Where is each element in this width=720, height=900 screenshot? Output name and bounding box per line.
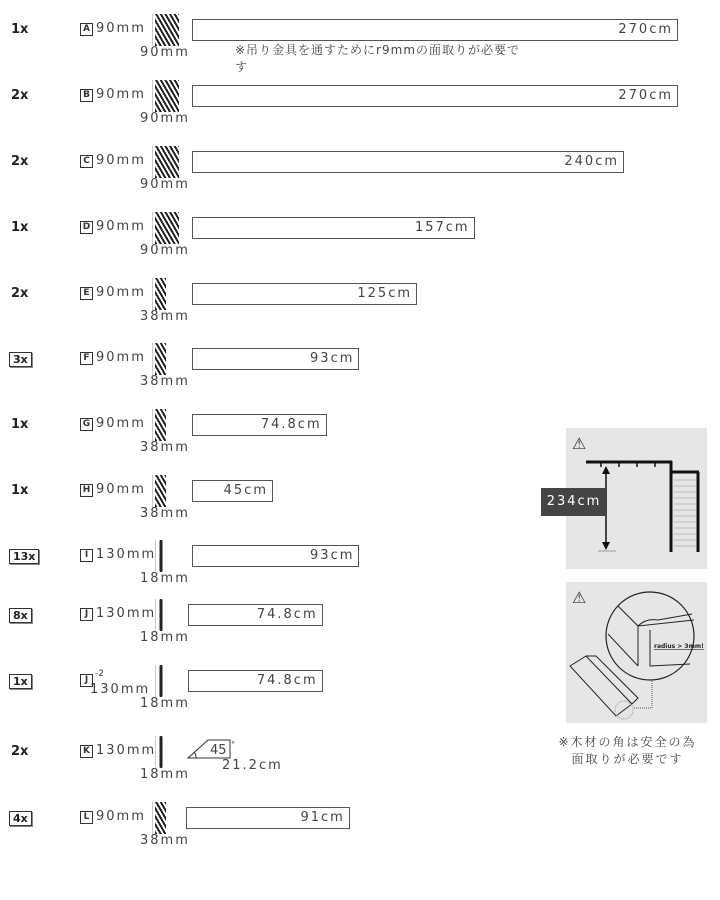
board-length: 21.2cm [222,758,283,773]
board-thickness: 90mm [140,111,190,126]
cut-list-row [0,606,530,675]
wood-grain-icon [152,475,166,507]
cut-list-row [0,416,530,485]
board-length: 270cm [618,22,673,37]
cut-list-row [0,669,530,741]
quantity-label: 2x [11,88,29,103]
board-thickness: 90mm [140,177,190,192]
quantity-label: 4x [9,811,32,826]
part-letter-badge: G [80,418,93,431]
board-width: 90mm [96,153,146,168]
board-length: 93cm [310,548,355,563]
part-letter-badge: F [80,352,93,365]
wood-grain-icon [152,14,179,46]
board-thickness: 38mm [140,309,190,324]
cut-list-row [0,285,530,354]
cut-list-row [0,809,530,878]
board-length-bar [186,807,350,829]
chamfer-caption [540,734,715,768]
svg-text:45: 45 [210,743,227,758]
cut-list-row [0,21,673,90]
rounded-corner-illustration [566,582,707,723]
board-thickness: 90mm [140,45,190,60]
cut-list-row [0,87,673,156]
board-thickness: 18mm [140,696,190,711]
board-width: 90mm [96,21,146,36]
cut-list-row [0,740,530,812]
board-thickness: 38mm [140,374,190,389]
board-length-bar [192,348,359,370]
board-length: 45cm [223,483,268,498]
board-length-bar [192,545,359,567]
board-width: 90mm [96,482,146,497]
board-width: 90mm [96,416,146,431]
board-thickness: 38mm [140,440,190,455]
quantity-label: 13x [9,549,39,564]
part-letter-badge: J [80,608,93,621]
board-length-bar [192,19,678,41]
quantity-label: 1x [11,417,29,432]
board-length: 74.8cm [256,607,318,622]
quantity-label: 8x [9,608,32,623]
board-length-bar [188,670,323,692]
board-length-bar [192,283,417,305]
wood-grain-icon [155,540,164,572]
board-width: 130mm [90,682,151,697]
caption-line: 面取りが必要です [571,752,684,766]
wood-grain-icon [152,80,179,112]
quantity-label: 2x [11,154,29,169]
part-letter-badge: E [80,287,93,300]
board-width: 90mm [96,285,146,300]
caption-line: ※木材の角は安全の為 [558,735,697,749]
part-letter-badge: J [80,674,93,687]
part-letter-badge: D [80,221,93,234]
part-letter-badge: A [80,23,93,36]
board-length-bar [192,151,624,173]
board-length: 74.8cm [260,417,322,432]
wood-grain-icon [152,212,179,244]
cut-list-row [0,350,530,419]
board-width: 130mm [96,743,157,758]
board-thickness: 18mm [140,767,190,782]
wood-grain-icon [155,736,164,768]
board-length-bar [192,414,327,436]
board-length: 125cm [357,286,412,301]
part-suffix: -2 [95,669,104,679]
part-letter-badge: C [80,155,93,168]
radius-label: radius > 3mm! [654,643,704,650]
board-thickness: 18mm [140,630,190,645]
board-length-bar [188,604,323,626]
part-letter-badge: L [80,811,93,824]
corner-warning-panel [566,582,707,723]
board-length: 270cm [618,88,673,103]
board-length-bar [192,217,475,239]
part-letter-badge: I [80,549,93,562]
board-thickness: 90mm [140,243,190,258]
cut-list-row [0,153,619,222]
quantity-label: 1x [11,22,29,37]
board-width: 90mm [96,350,146,365]
board-width: 90mm [96,219,146,234]
board-width: 90mm [96,87,146,102]
board-width: 130mm [96,606,157,621]
wood-grain-icon [152,802,166,834]
board-width: 130mm [96,547,157,562]
quantity-label: 3x [9,352,32,367]
miter-angle-icon [186,738,235,760]
cut-list-row [0,219,530,288]
wood-grain-icon [152,343,166,375]
svg-text:°: ° [231,740,235,749]
board-thickness: 18mm [140,571,190,586]
part-letter-badge: H [80,484,93,497]
board-thickness: 38mm [140,506,190,521]
wood-grain-icon [155,665,164,697]
wood-grain-icon [155,599,164,631]
board-length-bar [192,85,678,107]
cut-list-row [0,482,530,551]
board-length: 157cm [414,220,470,235]
board-width: 90mm [96,809,146,824]
part-letter-badge: K [80,745,93,758]
warning-icon: ⚠ [572,434,587,453]
board-length-bar [192,480,273,502]
height-dimension-label: 234cm [541,488,607,516]
wood-grain-icon [152,278,166,310]
quantity-label: 1x [11,483,29,498]
board-length: 240cm [564,154,619,169]
quantity-label: 2x [11,286,29,301]
board-length: 91cm [300,810,345,825]
quantity-label: 2x [11,744,29,759]
chamfer-note: ※吊り金具を通すためにr9mmの面取りが必要です [235,43,521,74]
wood-grain-icon [152,146,179,178]
board-length: 93cm [310,351,355,366]
quantity-label: 1x [9,674,32,689]
quantity-label: 1x [11,220,29,235]
part-letter-badge: B [80,89,93,102]
warning-icon: ⚠ [572,588,587,607]
board-thickness: 38mm [140,833,190,848]
wood-grain-icon [152,409,166,441]
board-length: 74.8cm [256,673,318,688]
